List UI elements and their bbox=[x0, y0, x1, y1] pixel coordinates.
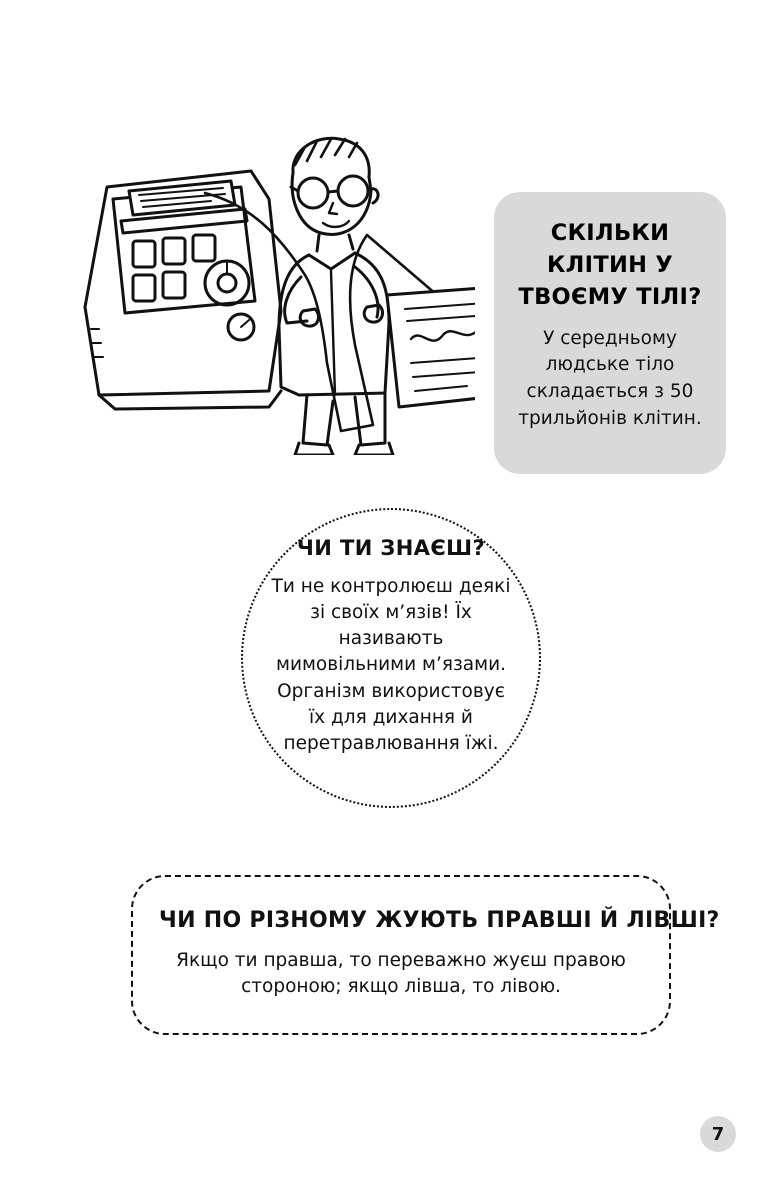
did-you-know-body: Ти не контролюєш деякі зі своїх м’язів! Їх називають мимовільними м’язами. Організм використовує їх для дихання й перетравлювання їжі. bbox=[271, 575, 511, 755]
did-you-know-title: ЧИ ТИ ЗНАЄШ? bbox=[296, 536, 486, 560]
fact-box-body: У середньому людське тіло складається з 50 трильйонів клітин. bbox=[518, 327, 702, 429]
fact-box-cells bbox=[494, 192, 726, 474]
chewing-fact-box bbox=[131, 875, 720, 1035]
did-you-know-circle bbox=[241, 508, 541, 808]
boy-reading-printout-icon bbox=[55, 95, 475, 455]
page-number: 7 bbox=[700, 1116, 736, 1152]
fact-box-title: СКІЛЬКИ КЛІТИН У ТВОЄМУ ТІЛІ? bbox=[518, 220, 702, 310]
chewing-fact-body: Якщо ти правша, то переважно жуєш правою стороною; якщо лівша, то лівою. bbox=[176, 949, 626, 998]
illustration bbox=[55, 95, 475, 455]
chewing-fact-title: ЧИ ПО РІЗНОМУ ЖУЮТЬ ПРАВШІ Й ЛІВШІ? bbox=[159, 908, 720, 933]
